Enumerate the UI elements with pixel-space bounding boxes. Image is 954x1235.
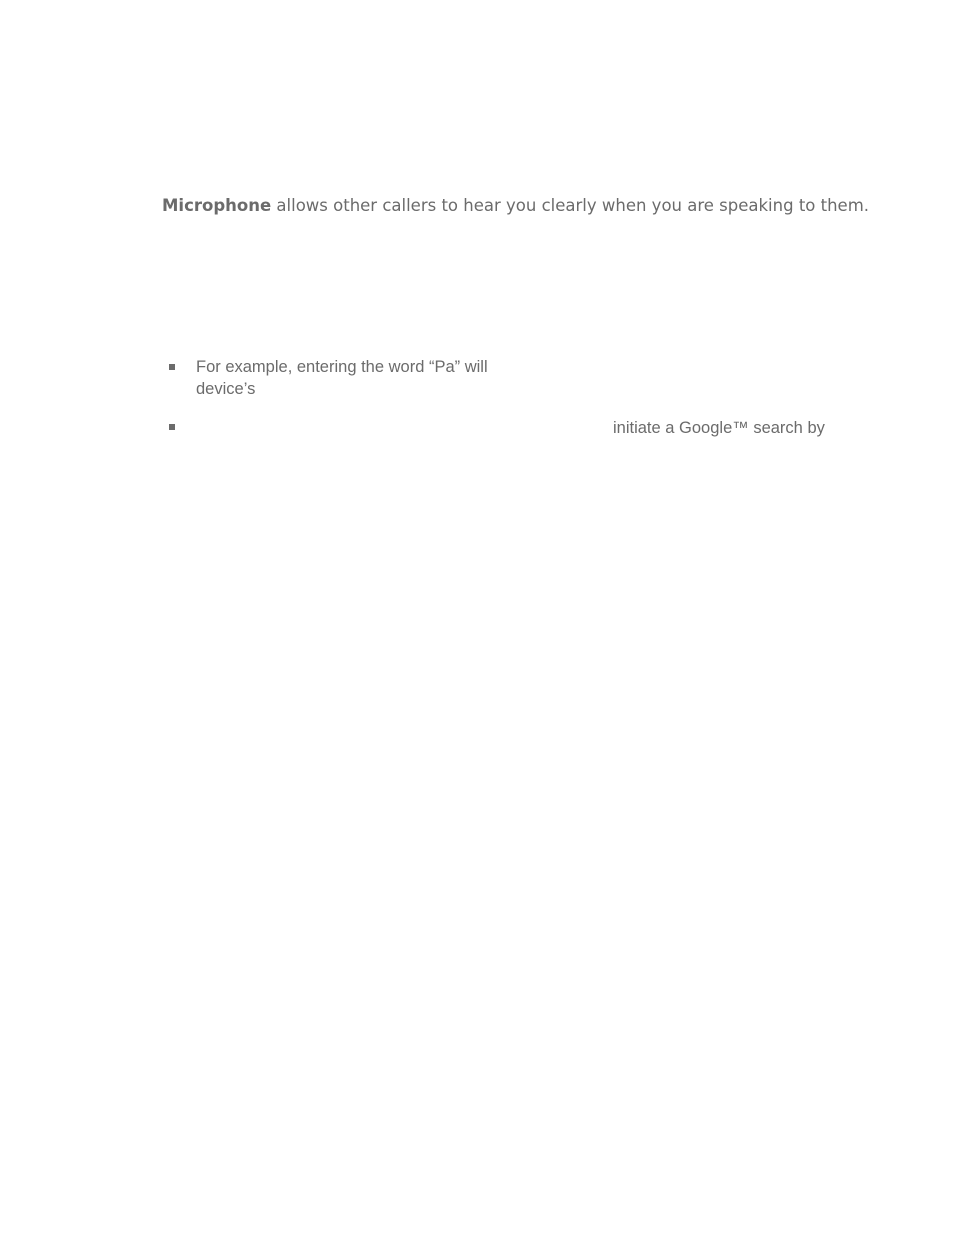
list-item-text-line: For example, entering the word “Pa” will xyxy=(196,358,488,376)
list-item-text-line: device’s xyxy=(196,380,256,398)
microphone-paragraph xyxy=(162,195,869,217)
list-item-text-fragment: initiate a Google™ search by xyxy=(613,419,825,437)
square-bullet-icon xyxy=(169,364,175,370)
microphone-term: Microphone xyxy=(162,196,272,215)
square-bullet-icon xyxy=(169,424,175,430)
microphone-description: allows other callers to hear you clearly when you are speaking to them. xyxy=(271,196,870,215)
